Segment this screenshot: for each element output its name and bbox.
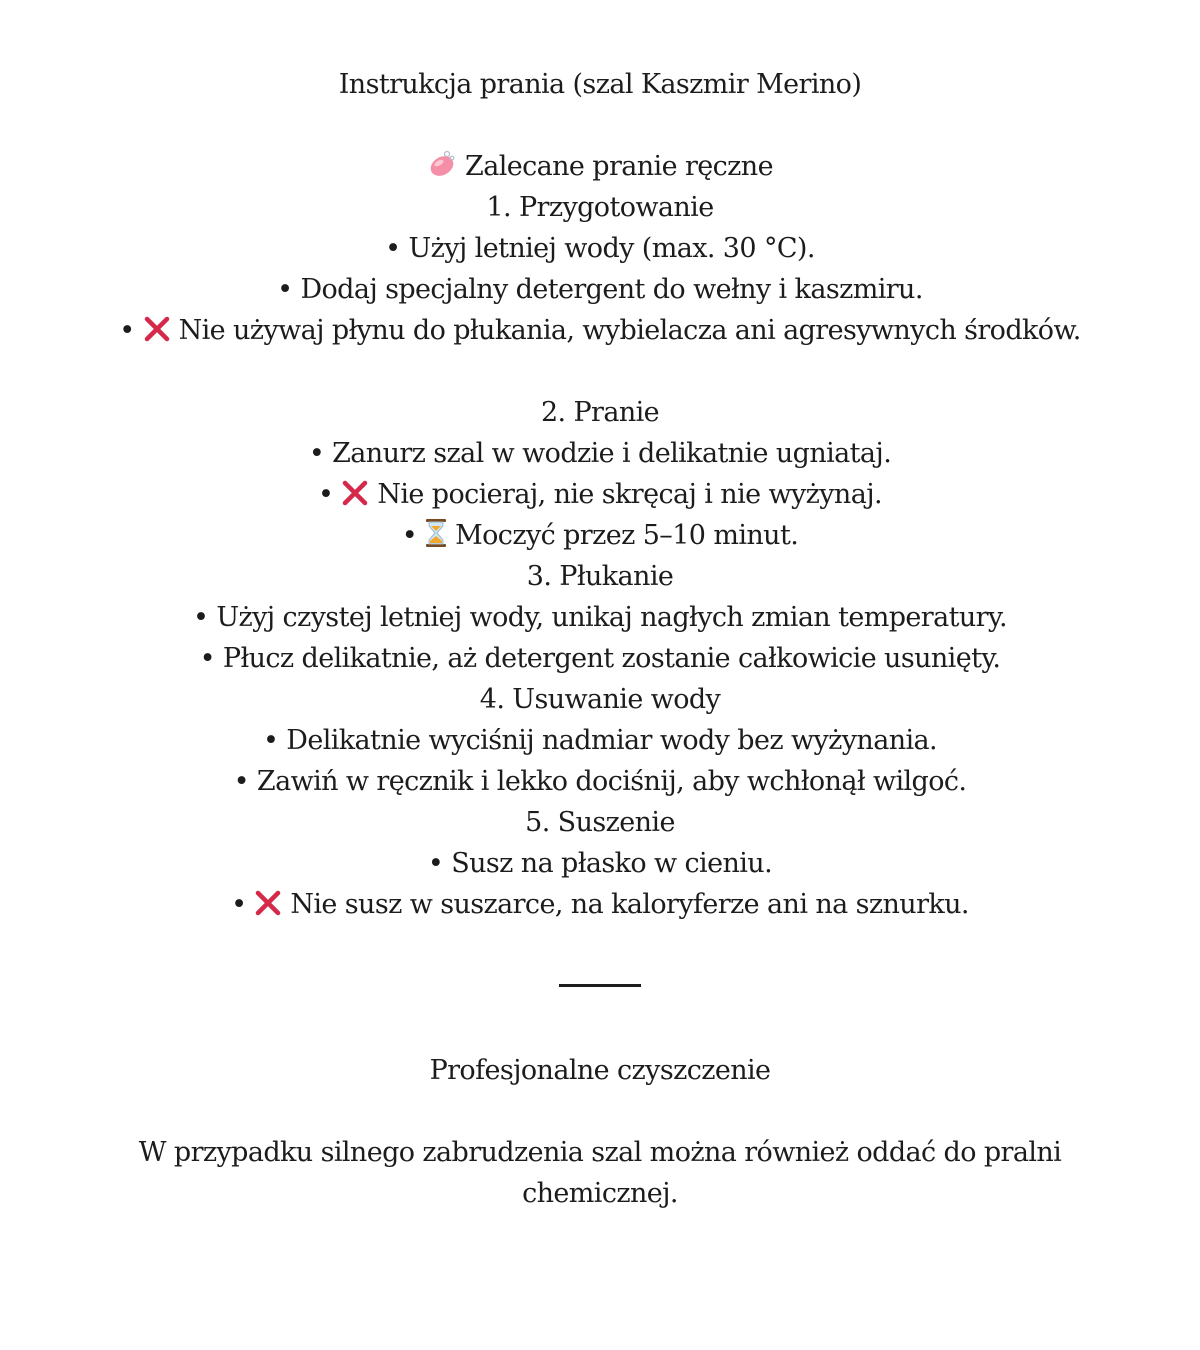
step-5-item-2: • Nie susz w suszarce, na kaloryferze ani na sznurku.	[231, 889, 969, 920]
step-3-item-2: • Płucz delikatnie, aż detergent zostanie całkowicie usunięty.	[199, 643, 1001, 674]
step-4-item-2: • Zawiń w ręcznik i lekko dociśnij, aby wchłonął wilgoć.	[233, 766, 967, 797]
professional-cleaning-heading: Profesjonalne czyszczenie	[429, 1055, 771, 1086]
page-title: Instrukcja prania (szal Kaszmir Merino)	[338, 69, 862, 100]
step-4-heading: 4. Usuwanie wody	[479, 684, 721, 715]
step-3-heading: 3. Płukanie	[526, 561, 674, 592]
step-1-item-2: • Dodaj specjalny detergent do wełny i kaszmiru.	[277, 274, 923, 305]
step-1-item-3: • Nie używaj płynu do płukania, wybielacza ani agresywnych środków.	[119, 315, 1081, 346]
soap-icon	[427, 149, 457, 179]
step-1-heading: 1. Przygotowanie	[486, 192, 714, 223]
cross-mark-icon	[254, 889, 282, 917]
step-1-item-3-text: Nie używaj płynu do płukania, wybielacza ani agresywnych środków.	[178, 315, 1081, 346]
cross-mark-icon	[143, 315, 171, 343]
step-2-item-1: • Zanurz szal w wodzie i delikatnie ugniataj.	[308, 438, 892, 469]
step-2-item-3-text: Moczyć przez 5–10 minut.	[455, 520, 799, 551]
step-5-item-2-text: Nie susz w suszarce, na kaloryferze ani na sznurku.	[290, 889, 969, 920]
step-2-item-2: • Nie pocieraj, nie skręcaj i nie wyżynaj.	[318, 479, 882, 510]
spacer	[0, 351, 1200, 392]
step-4-item-1: • Delikatnie wyciśnij nadmiar wody bez wyżynania.	[262, 725, 938, 756]
hourglass-icon	[425, 518, 447, 548]
professional-cleaning-text: W przypadku silnego zabrudzenia szal można również oddać do pralni chemicznej.	[138, 1137, 1062, 1209]
handwash-heading-text: Zalecane pranie ręczne	[465, 151, 773, 182]
step-5-item-1: • Susz na płasko w cieniu.	[427, 848, 773, 879]
step-2-item-3: • Moczyć przez 5–10 minut.	[401, 520, 799, 551]
step-5-heading: 5. Suszenie	[525, 807, 675, 838]
step-2-item-2-text: Nie pocieraj, nie skręcaj i nie wyżynaj.	[377, 479, 882, 510]
step-3-item-1: • Użyj czystej letniej wody, unikaj nagłych zmian temperatury.	[193, 602, 1007, 633]
section-divider	[559, 984, 641, 987]
step-2-heading: 2. Pranie	[540, 397, 660, 428]
step-1-item-1: • Użyj letniej wody (max. 30 °C).	[385, 233, 815, 264]
handwash-heading	[0, 146, 1200, 187]
cross-mark-icon	[341, 479, 369, 507]
